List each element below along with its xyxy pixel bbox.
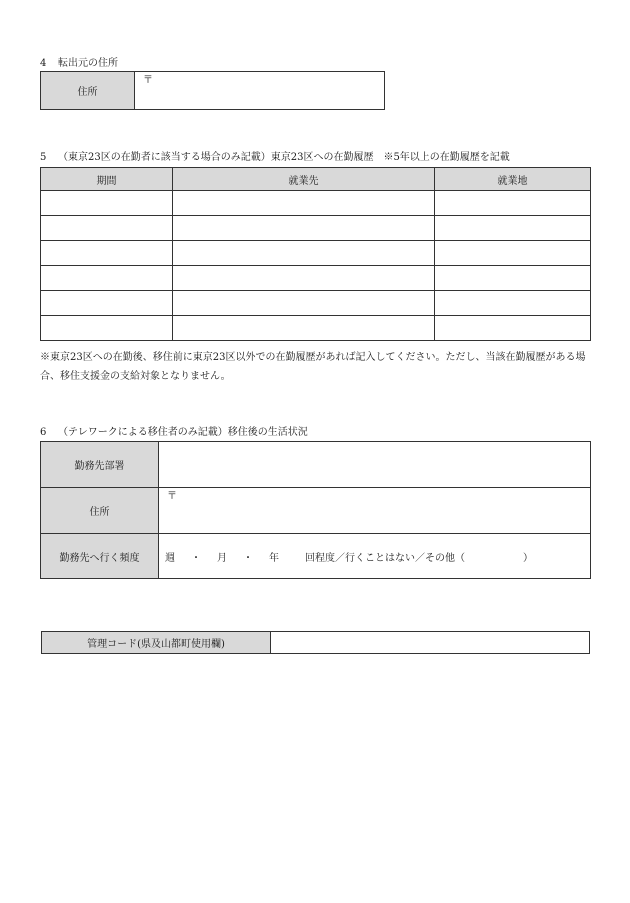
freq-month: 月 [217, 552, 227, 564]
section5-heading [40, 151, 510, 164]
period-cell[interactable] [41, 291, 173, 316]
employer-cell[interactable] [173, 191, 435, 216]
period-cell[interactable] [41, 191, 173, 216]
period-cell[interactable] [41, 241, 173, 266]
section5-title: （東京23区の在勤者に該当する場合のみ記載）東京23区への在勤履歴 ※5年以上の在勤履歴を記載 [58, 152, 510, 163]
column-header-employer: 就業先 [173, 168, 435, 191]
freq-dot: ・ [191, 552, 201, 564]
employer-cell[interactable] [173, 291, 435, 316]
column-header-period: 期間 [41, 168, 173, 191]
admin-code-table [41, 631, 590, 654]
employer-cell[interactable] [173, 241, 435, 266]
period-cell[interactable] [41, 266, 173, 291]
table-row [41, 241, 591, 266]
freq-options: 回程度／行くことはない／その他（ [305, 552, 465, 564]
postal-mark-icon: 〒 [143, 75, 153, 86]
freq-year: 年 [269, 552, 279, 564]
period-cell[interactable] [41, 316, 173, 341]
period-cell[interactable] [41, 216, 173, 241]
postal-mark-icon: 〒 [167, 491, 177, 502]
section6-heading [40, 426, 308, 439]
section4-address-label: 住所 [41, 72, 135, 110]
freq-week: 週 [165, 552, 175, 564]
visit-frequency-label: 勤務先へ行く頻度 [41, 534, 159, 579]
table-row [41, 316, 591, 341]
workplace-department-field[interactable] [159, 442, 591, 488]
section4-address-table [40, 71, 385, 110]
employer-cell[interactable] [173, 216, 435, 241]
section6-title: （テレワークによる移住者のみ記載）移住後の生活状況 [58, 427, 308, 438]
workplace-department-label: 勤務先部署 [41, 442, 159, 488]
section4-title: 転出元の住所 [58, 58, 118, 69]
table-row [41, 216, 591, 241]
section5-number: 5 [40, 152, 47, 163]
table-row [41, 266, 591, 291]
section6-number: 6 [40, 427, 47, 438]
admin-code-field[interactable] [271, 632, 590, 654]
table-row [41, 291, 591, 316]
work-location-cell[interactable] [435, 241, 591, 266]
employer-cell[interactable] [173, 316, 435, 341]
work-location-cell[interactable] [435, 266, 591, 291]
admin-code-label: 管理コード(県及山都町使用欄) [42, 632, 271, 654]
work-location-cell[interactable] [435, 316, 591, 341]
work-location-cell[interactable] [435, 291, 591, 316]
employer-cell[interactable] [173, 266, 435, 291]
freq-close: ） [523, 552, 533, 564]
table-row [41, 191, 591, 216]
work-history-table [40, 167, 591, 341]
work-location-cell[interactable] [435, 216, 591, 241]
section6-address-label: 住所 [41, 488, 159, 534]
section4-number: 4 [40, 58, 47, 69]
freq-dot: ・ [243, 552, 253, 564]
section6-address-field[interactable] [159, 488, 591, 534]
living-situation-table [40, 441, 591, 579]
visit-frequency-field[interactable] [159, 534, 591, 579]
section4-address-field[interactable] [135, 72, 385, 110]
work-location-cell[interactable] [435, 191, 591, 216]
section4-heading [40, 57, 118, 70]
work-history-note: ※東京23区への在勤後、移住前に東京23区以外での在勤履歴があれば記入してください。ただし、当該在勤履歴がある場合、移住支援金の支給対象となりません。 [40, 352, 586, 382]
column-header-work-location: 就業地 [435, 168, 591, 191]
